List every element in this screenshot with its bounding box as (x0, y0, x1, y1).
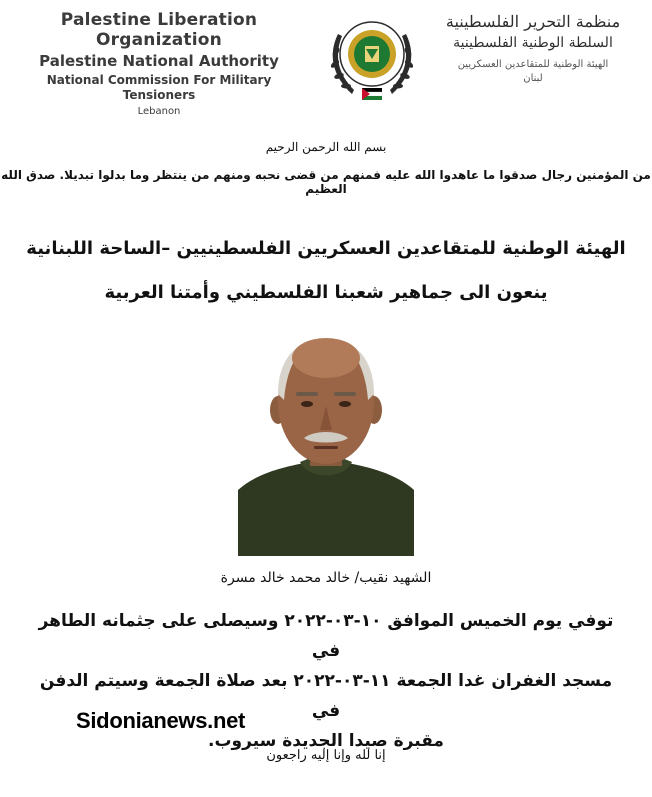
announcement-line-3: مقبرة صيدا الجديدة سيروب. (208, 731, 444, 751)
obituary-title: الهيئة الوطنية للمتقاعدين العسكريين الفلسطينيين –الساحة اللبنانية (26, 238, 626, 259)
commission-name-ar: الهيئة الوطنية للمتقاعدين العسكريين (457, 59, 609, 70)
authority-name-ar: السلطة الوطنية الفلسطينية (453, 35, 613, 51)
org-name-en: Palestine Liberation Organization (60, 10, 258, 50)
commission-emblem-icon (318, 4, 426, 110)
quran-verse: من المؤمنين رجال صدقوا ما عاهدوا الله عليه فمنهم من قضى نحبه ومنهم من ينتظر وما بدلوا تبديلا. صدق الله العظيم (1, 168, 651, 196)
commission-name-en-2: Tensioners (122, 88, 196, 102)
authority-name-en: Palestine National Authority (39, 52, 279, 70)
header-arabic (428, 12, 638, 84)
commission-name-en: National Commission For Military (46, 73, 272, 87)
closing-phrase: إنا لله وإنا إليه راجعون (266, 748, 386, 763)
country-ar: لبنان (523, 73, 543, 84)
watermark-site: Sidonianews.net (76, 708, 246, 733)
header-english (14, 10, 304, 117)
bismillah: بسم الله الرحمن الرحيم (265, 140, 387, 154)
announcement-line-2: مسجد الغفران غدا الجمعة ١١-٠٣-٢٠٢٢ بعد صلاة الجمعة وسيتم الدفن في (39, 671, 613, 721)
martyr-name: الشهيد نقيب/ خالد محمد خالد مسرة (220, 570, 432, 586)
obituary-subtitle: ينعون الى جماهير شعبنا الفلسطيني وأمتنا العربية (104, 282, 548, 303)
org-name-ar: منظمة التحرير الفلسطينية (445, 12, 621, 31)
country-en: Lebanon (137, 106, 181, 117)
announcement-line-1: توفي يوم الخميس الموافق ١٠-٠٣-٢٠٢٢ وسيصلى على جثمانه الطاهر في (38, 611, 614, 661)
portrait-photo (238, 330, 414, 556)
